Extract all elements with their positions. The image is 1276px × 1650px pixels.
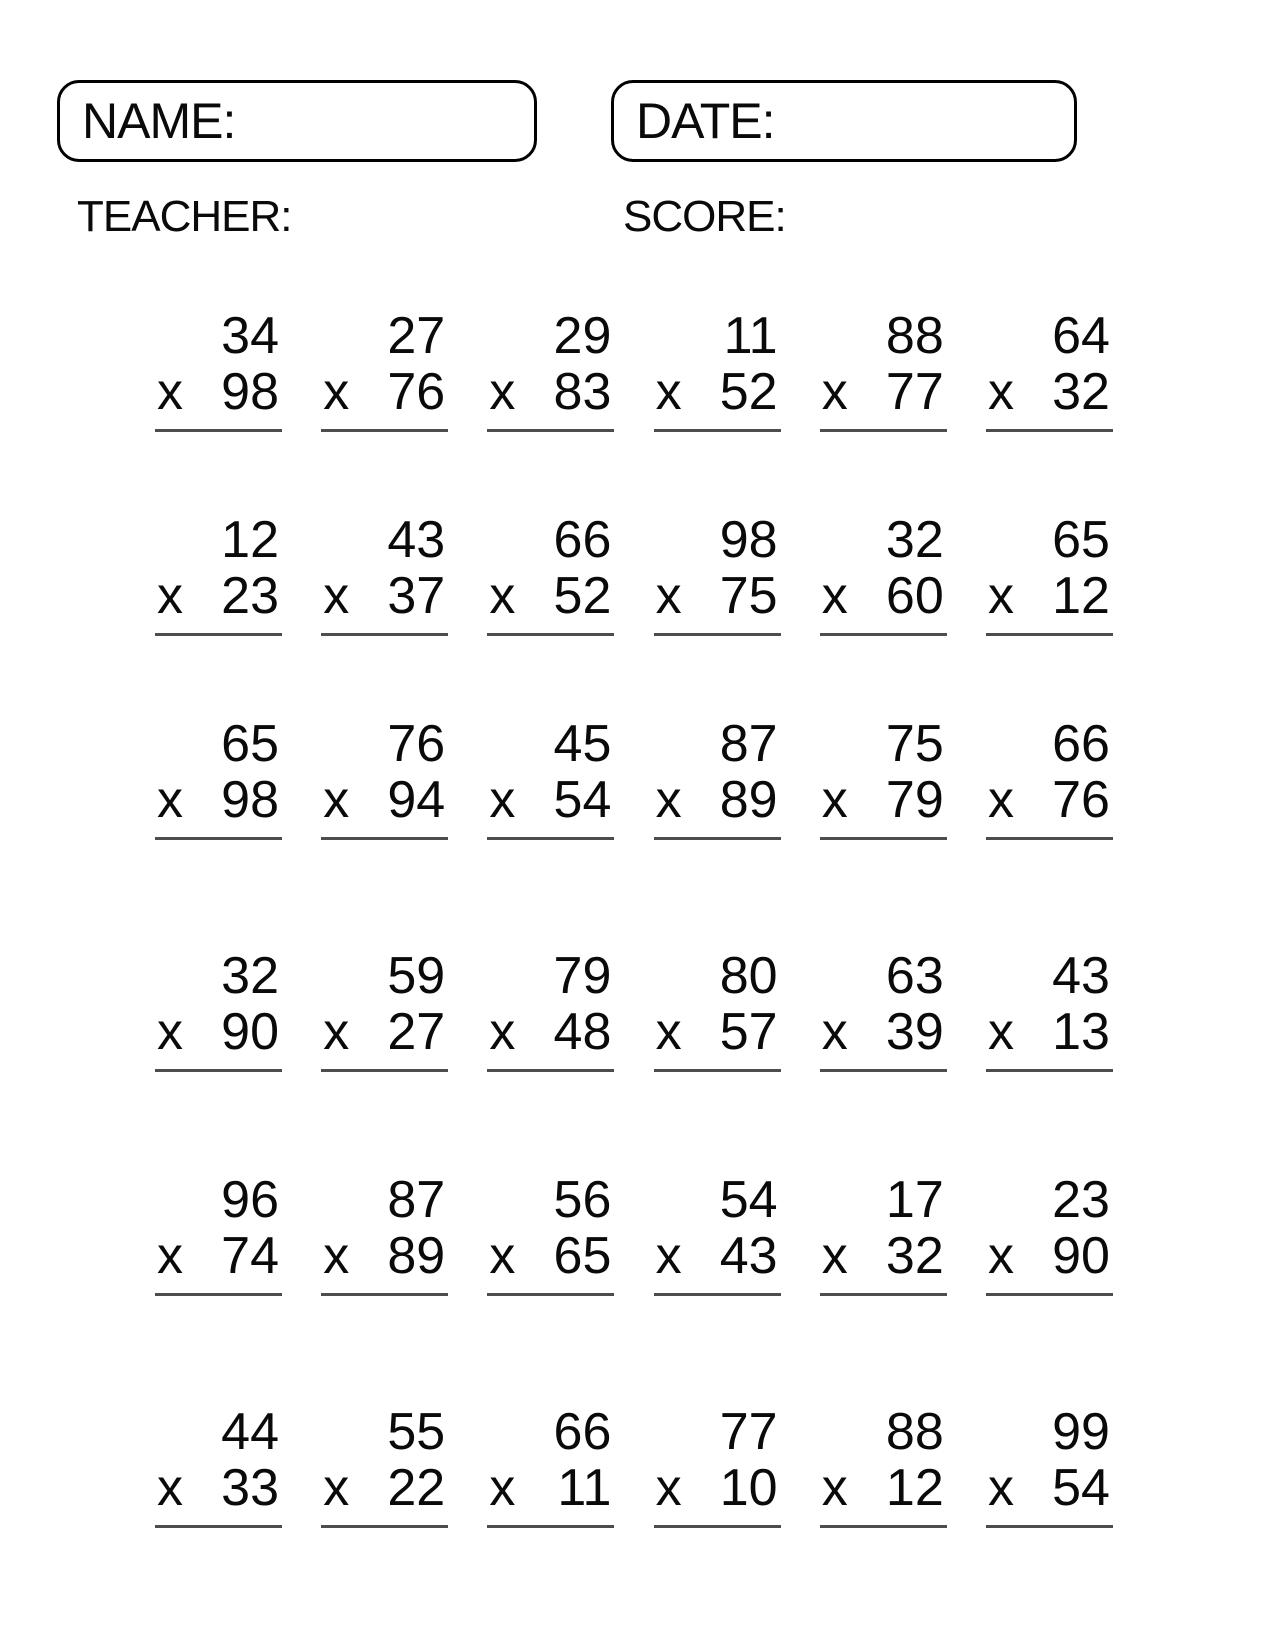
multiplication-problem — [155, 308, 282, 432]
multiplication-problem — [155, 512, 282, 636]
multiplicand: 29 — [553, 307, 612, 365]
multiplication-problem — [487, 1404, 614, 1528]
multiplicand: 64 — [1052, 307, 1110, 365]
problem-row — [155, 308, 1113, 432]
multiplication-problem — [155, 1172, 282, 1296]
multiplier-line — [155, 772, 282, 828]
problems-grid — [155, 308, 1113, 1528]
multiplier: 22 — [387, 1459, 446, 1517]
multiplier: 60 — [885, 567, 944, 625]
multiplier: 54 — [553, 771, 612, 829]
multiplier-line — [487, 364, 614, 420]
multiplicand: 66 — [1052, 715, 1110, 773]
multiplier: 77 — [885, 363, 944, 421]
multiplication-problem — [820, 308, 947, 432]
multiplication-problem — [986, 716, 1113, 840]
multiplicand: 65 — [221, 715, 279, 773]
multiply-operator: x — [157, 363, 183, 421]
multiply-operator: x — [987, 1459, 1014, 1517]
multiplication-problem — [321, 1404, 448, 1528]
multiplier-line — [986, 364, 1113, 420]
multiplier: 33 — [221, 1459, 279, 1517]
multiply-operator: x — [157, 567, 183, 625]
multiplier-line — [321, 568, 448, 624]
multiplier: 10 — [719, 1459, 778, 1517]
multiplicand: 45 — [553, 715, 612, 773]
multiplier-line — [155, 1228, 282, 1284]
multiplier: 12 — [1052, 567, 1110, 625]
multiply-operator: x — [987, 363, 1014, 421]
problem-row — [155, 1404, 1113, 1528]
multiply-operator: x — [157, 1003, 183, 1061]
multiplicand: 59 — [387, 947, 446, 1005]
multiplier: 90 — [221, 1003, 279, 1061]
multiplier: 13 — [1052, 1003, 1110, 1061]
multiply-operator: x — [323, 1459, 350, 1517]
multiplicand: 56 — [553, 1171, 612, 1229]
multiply-operator: x — [987, 1227, 1014, 1285]
multiplicand: 66 — [553, 511, 612, 569]
problem-row — [155, 1172, 1113, 1296]
multiplication-problem — [986, 948, 1113, 1072]
multiplier: 74 — [221, 1227, 279, 1285]
multiplier-line — [820, 1228, 947, 1284]
multiplicand: 11 — [723, 307, 778, 365]
multiplier: 43 — [719, 1227, 778, 1285]
multiply-operator: x — [655, 567, 682, 625]
multiplier-line — [986, 1004, 1113, 1060]
multiplicand: 27 — [387, 307, 446, 365]
multiply-operator: x — [987, 567, 1014, 625]
multiply-operator: x — [489, 1227, 516, 1285]
multiplication-problem — [654, 512, 781, 636]
multiplicand: 88 — [885, 307, 944, 365]
multiplication-problem — [155, 716, 282, 840]
multiplier: 11 — [557, 1459, 612, 1517]
multiplication-problem — [155, 948, 282, 1072]
multiplier: 27 — [387, 1003, 446, 1061]
multiply-operator: x — [821, 363, 848, 421]
multiplier-line — [155, 364, 282, 420]
multiply-operator: x — [821, 771, 848, 829]
multiplier-line — [986, 1460, 1113, 1516]
multiplier: 89 — [387, 1227, 446, 1285]
multiply-operator: x — [323, 363, 350, 421]
multiply-operator: x — [987, 1003, 1014, 1061]
multiplier-line — [820, 1460, 947, 1516]
multiply-operator: x — [157, 1227, 183, 1285]
multiplier-line — [487, 568, 614, 624]
multiplicand: 32 — [221, 947, 279, 1005]
multiplier: 83 — [553, 363, 612, 421]
multiplier-line — [321, 1460, 448, 1516]
multiplicand: 17 — [885, 1171, 944, 1229]
multiplicand: 54 — [719, 1171, 778, 1229]
multiply-operator: x — [821, 1459, 848, 1517]
multiplication-problem — [986, 512, 1113, 636]
multiplication-problem — [654, 716, 781, 840]
multiply-operator: x — [655, 363, 682, 421]
multiplicand: 34 — [221, 307, 279, 365]
multiplier: 54 — [1052, 1459, 1110, 1517]
multiplication-problem — [487, 308, 614, 432]
multiply-operator: x — [655, 771, 682, 829]
multiplication-problem — [487, 512, 614, 636]
multiplicand: 75 — [885, 715, 944, 773]
multiply-operator: x — [655, 1227, 682, 1285]
multiplication-problem — [986, 308, 1113, 432]
multiplication-problem — [986, 1172, 1113, 1296]
multiply-operator: x — [489, 771, 516, 829]
multiplication-problem — [820, 948, 947, 1072]
multiplicand: 65 — [1052, 511, 1110, 569]
multiply-operator: x — [489, 363, 516, 421]
multiplication-problem — [654, 308, 781, 432]
multiply-operator: x — [821, 567, 848, 625]
multiply-operator: x — [655, 1459, 682, 1517]
multiplier-line — [487, 1228, 614, 1284]
multiplicand: 79 — [553, 947, 612, 1005]
multiplication-problem — [654, 1404, 781, 1528]
multiplicand: 32 — [885, 511, 944, 569]
multiplication-problem — [487, 716, 614, 840]
multiply-operator: x — [489, 567, 516, 625]
multiplier-line — [321, 772, 448, 828]
multiplication-problem — [986, 1404, 1113, 1528]
name-label: NAME: — [82, 93, 236, 149]
multiplication-problem — [820, 512, 947, 636]
multiplier-line — [654, 1004, 781, 1060]
multiplier: 52 — [719, 363, 778, 421]
multiplier-line — [654, 1460, 781, 1516]
multiply-operator: x — [489, 1459, 516, 1517]
multiplicand: 44 — [221, 1403, 279, 1461]
multiply-operator: x — [987, 771, 1014, 829]
multiply-operator: x — [323, 1227, 350, 1285]
date-field[interactable] — [611, 80, 1077, 162]
multiplier-line — [321, 1228, 448, 1284]
multiplier-line — [654, 772, 781, 828]
multiply-operator: x — [323, 1003, 350, 1061]
multiplication-problem — [654, 1172, 781, 1296]
multiplier-line — [155, 568, 282, 624]
multiplicand: 96 — [221, 1171, 279, 1229]
multiplier: 57 — [719, 1003, 778, 1061]
multiply-operator: x — [323, 567, 350, 625]
multiplier: 39 — [885, 1003, 944, 1061]
multiplication-problem — [820, 1404, 947, 1528]
multiplication-problem — [820, 716, 947, 840]
multiplier-line — [654, 1228, 781, 1284]
multiplier: 32 — [885, 1227, 944, 1285]
multiplier: 48 — [553, 1003, 612, 1061]
multiplication-problem — [654, 948, 781, 1072]
multiplicand: 76 — [387, 715, 446, 773]
problem-row — [155, 948, 1113, 1072]
multiplier: 79 — [885, 771, 944, 829]
multiplicand: 43 — [387, 511, 446, 569]
multiplicand: 55 — [387, 1403, 446, 1461]
name-field[interactable] — [57, 80, 537, 162]
multiplicand: 88 — [885, 1403, 944, 1461]
multiplication-problem — [321, 1172, 448, 1296]
date-label: DATE: — [636, 93, 775, 149]
multiplicand: 43 — [1052, 947, 1110, 1005]
multiply-operator: x — [489, 1003, 516, 1061]
multiplier: 76 — [1052, 771, 1110, 829]
multiplication-problem — [321, 948, 448, 1072]
multiplication-problem — [321, 512, 448, 636]
multiplicand: 63 — [885, 947, 944, 1005]
teacher-label: TEACHER: — [77, 192, 292, 241]
multiplier-line — [986, 568, 1113, 624]
multiplier-line — [820, 364, 947, 420]
multiplicand: 80 — [719, 947, 778, 1005]
multiplier-line — [155, 1004, 282, 1060]
multiply-operator: x — [821, 1227, 848, 1285]
multiplier-line — [654, 568, 781, 624]
multiplier: 76 — [387, 363, 446, 421]
multiplicand: 87 — [387, 1171, 446, 1229]
multiplication-problem — [321, 716, 448, 840]
multiplicand: 12 — [221, 511, 279, 569]
multiplier-line — [986, 772, 1113, 828]
multiplier: 90 — [1052, 1227, 1110, 1285]
multiplication-problem — [321, 308, 448, 432]
multiplier-line — [487, 1460, 614, 1516]
multiplier-line — [155, 1460, 282, 1516]
multiplier-line — [986, 1228, 1113, 1284]
multiplication-problem — [487, 1172, 614, 1296]
problem-row — [155, 512, 1113, 636]
multiplier-line — [321, 364, 448, 420]
multiply-operator: x — [157, 771, 183, 829]
multiplier: 75 — [719, 567, 778, 625]
multiplier-line — [654, 364, 781, 420]
multiplier: 12 — [885, 1459, 944, 1517]
multiplier: 52 — [553, 567, 612, 625]
multiplication-problem — [820, 1172, 947, 1296]
multiplier-line — [820, 772, 947, 828]
multiplier: 98 — [221, 771, 279, 829]
multiplier-line — [487, 772, 614, 828]
multiplier: 94 — [387, 771, 446, 829]
multiplicand: 98 — [719, 511, 778, 569]
multiply-operator: x — [157, 1459, 183, 1517]
multiplier: 65 — [553, 1227, 612, 1285]
multiplier: 98 — [221, 363, 279, 421]
multiplicand: 99 — [1052, 1403, 1110, 1461]
multiplicand: 87 — [719, 715, 778, 773]
multiplier: 89 — [719, 771, 778, 829]
multiplier: 32 — [1052, 363, 1110, 421]
multiplicand: 77 — [719, 1403, 778, 1461]
multiplier: 37 — [387, 567, 446, 625]
multiplier: 23 — [221, 567, 279, 625]
score-label: SCORE: — [623, 192, 786, 241]
multiplier-line — [487, 1004, 614, 1060]
multiplication-problem — [487, 948, 614, 1072]
multiplication-problem — [155, 1404, 282, 1528]
multiplier-line — [321, 1004, 448, 1060]
multiply-operator: x — [655, 1003, 682, 1061]
multiplicand: 66 — [553, 1403, 612, 1461]
multiply-operator: x — [821, 1003, 848, 1061]
multiplicand: 23 — [1052, 1171, 1110, 1229]
problem-row — [155, 716, 1113, 840]
multiplier-line — [820, 1004, 947, 1060]
multiply-operator: x — [323, 771, 350, 829]
multiplier-line — [820, 568, 947, 624]
